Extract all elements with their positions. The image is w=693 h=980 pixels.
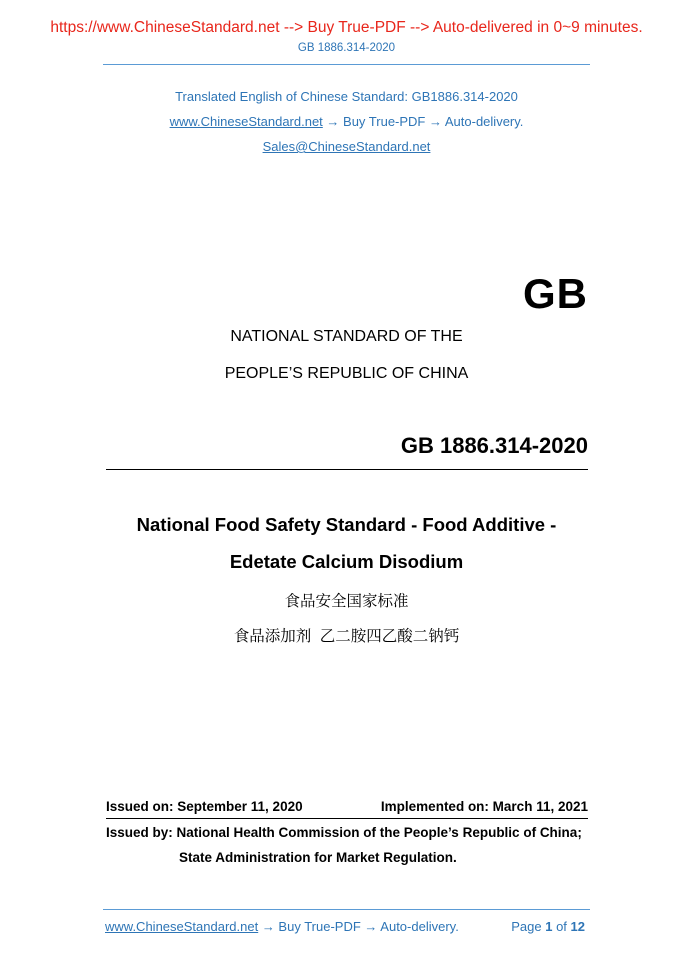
- of-label: of: [556, 919, 567, 934]
- title-line2: Edetate Calcium Disodium: [229, 551, 464, 572]
- site-link[interactable]: www.ChineseStandard.net: [169, 114, 323, 129]
- implemented-on: Implemented on: March 11, 2021: [380, 799, 588, 814]
- translation-notice: Translated English of Chinese Standard: GB1886.314-2020: [175, 89, 518, 104]
- email-line: [0, 139, 693, 154]
- footer-site-link[interactable]: www.ChineseStandard.net: [105, 919, 259, 934]
- delivery-line: [0, 114, 693, 129]
- chinese-title-line1: 食品安全国家标准: [284, 593, 409, 610]
- footer-delivery-text: → Buy True-PDF → Auto-delivery.: [258, 919, 459, 934]
- chinese-title-line2: 食品添加剂 乙二胺四乙酸二钠钙: [233, 628, 460, 645]
- email-link[interactable]: Sales@ChineseStandard.net: [262, 139, 431, 154]
- national-standard-line1: NATIONAL STANDARD OF THE: [230, 328, 463, 345]
- issued-by-line1: Issued by: National Health Commission of the People’s Republic of China;: [106, 825, 582, 840]
- header-doc-code: GB 1886.314-2020: [297, 42, 396, 54]
- page-number: 1: [545, 919, 553, 934]
- header-rule: [103, 64, 590, 65]
- number-rule: [106, 469, 588, 470]
- standard-number: GB 1886.314-2020: [400, 433, 588, 458]
- issued-by-line2: State Administration for Market Regulation.: [179, 850, 457, 865]
- issued-on: Issued on: September 11, 2020: [106, 799, 303, 814]
- page-total: 12: [570, 919, 585, 934]
- national-standard-line2: PEOPLE’S REPUBLIC OF CHINA: [224, 365, 469, 382]
- page-label: Page: [511, 919, 542, 934]
- issue-rule: [106, 818, 588, 819]
- page-indicator: [511, 919, 585, 934]
- footer-rule: [103, 909, 590, 910]
- title-line1: National Food Safety Standard - Food Additive -: [136, 514, 557, 535]
- footer-delivery-line: [105, 919, 459, 934]
- gb-logo: GB: [523, 270, 588, 317]
- top-banner[interactable]: https://www.ChineseStandard.net --> Buy True-PDF --> Auto-delivered in 0~9 minutes.: [50, 19, 643, 36]
- delivery-text: → Buy True-PDF → Auto-delivery.: [322, 114, 524, 129]
